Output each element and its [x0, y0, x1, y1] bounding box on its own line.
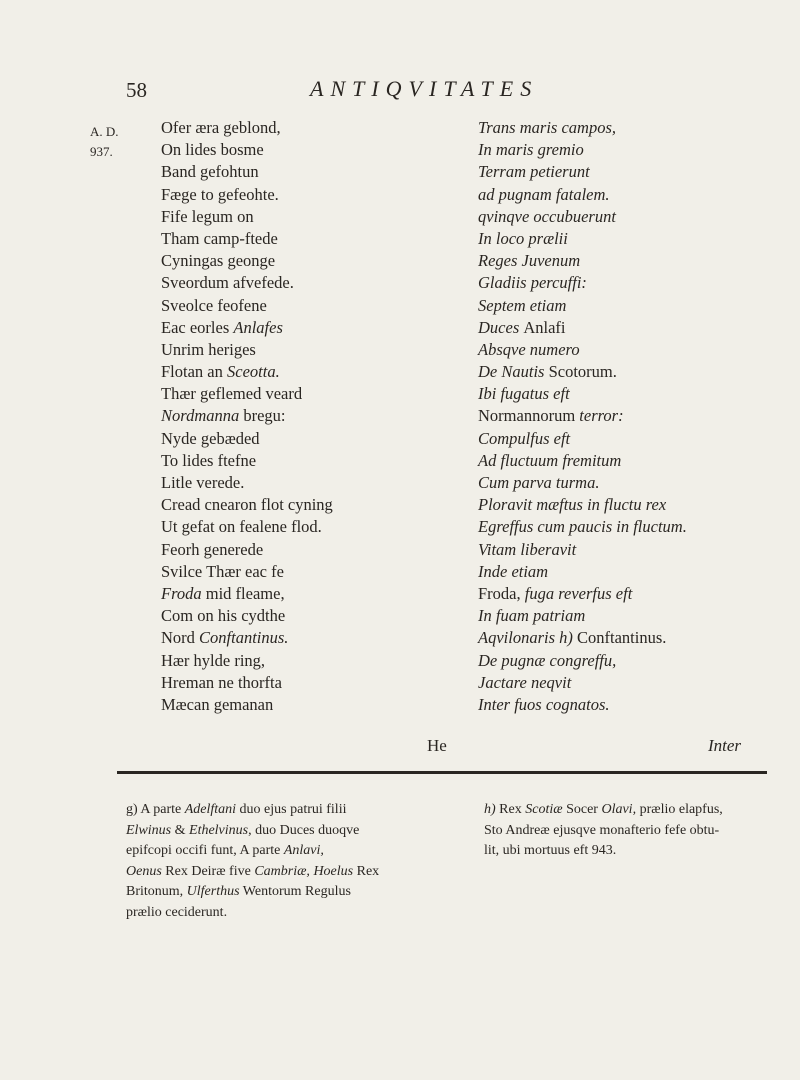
- page-number: 58: [126, 78, 147, 102]
- verse-line: [161, 672, 461, 694]
- text-run: Cum parva turma.: [478, 473, 600, 492]
- translation-line: [478, 694, 778, 716]
- text-run: Normannorum: [478, 406, 576, 426]
- text-run: prælio elapfus,: [636, 802, 723, 817]
- translation-line: [478, 250, 778, 272]
- verse-line: [161, 561, 461, 583]
- translation-line: [478, 361, 778, 383]
- verse-line: [161, 583, 461, 605]
- text-run: Olavi,: [601, 802, 637, 817]
- text-run: Sto Andreæ ejusqve monafterio fefe obtu-: [484, 822, 720, 838]
- verse-line: [161, 605, 461, 627]
- footnote-line: [126, 821, 466, 842]
- text-run: Cread cnearon flot cyning: [161, 495, 333, 515]
- text-run: Fife legum on: [161, 206, 254, 226]
- verse-line: [161, 317, 461, 339]
- verse-line: [161, 206, 461, 228]
- text-run: Sveolce feofene: [161, 295, 267, 315]
- text-run: Vitam liberavit: [478, 539, 577, 559]
- text-run: De pugnæ congreffu,: [478, 650, 617, 670]
- verse-line: [161, 161, 461, 183]
- text-run: To lides ftefne: [161, 450, 257, 470]
- text-run: Ibi fugatus eft: [478, 384, 570, 404]
- text-run: De Nautis: [478, 362, 549, 382]
- text-run: Thær geflemed veard: [161, 384, 303, 404]
- text-run: Egreffus cum paucis in fluctum.: [478, 517, 687, 537]
- text-run: Inde etiam: [478, 561, 549, 581]
- text-run: g) A parte: [126, 802, 185, 817]
- text-run: Ofer æra geblond,: [161, 118, 281, 137]
- text-run: Inter fuos cognatos.: [478, 694, 610, 714]
- text-run: Nyde gebæded: [161, 428, 260, 448]
- footnote-line: [126, 882, 466, 903]
- catchword-left: He: [427, 736, 447, 755]
- translation-line: [478, 161, 778, 183]
- translation-line: [478, 672, 778, 694]
- text-run: Ulferthus: [186, 884, 240, 899]
- verse-line: [161, 627, 461, 649]
- verse-line: [161, 694, 461, 716]
- footnote-line: [126, 800, 466, 821]
- text-run: Nord: [161, 628, 200, 648]
- text-run: In maris gremio: [478, 140, 584, 160]
- text-run: Unrim heriges: [161, 339, 256, 359]
- translation-line: [478, 272, 778, 294]
- catchword-right: Inter: [708, 736, 742, 755]
- text-run: Compulfus eft: [478, 428, 571, 448]
- translation-line: [478, 295, 778, 317]
- translation-line: [478, 561, 778, 583]
- text-run: Ploravit mæftus in fluctu rex: [478, 495, 667, 515]
- text-run: Oenus: [126, 863, 162, 879]
- text-run: Gladiis percuffi:: [478, 273, 587, 293]
- verse-line: [161, 184, 461, 206]
- verse-line: [161, 405, 461, 427]
- text-run: Svilce Thær eac fe: [161, 561, 284, 581]
- footnote-line: [126, 903, 466, 924]
- text-run: Fæge to gefeohte.: [161, 184, 279, 204]
- text-run: Litle verede.: [161, 473, 245, 492]
- translation-line: [478, 605, 778, 627]
- translation-line: [478, 450, 778, 472]
- text-run: Britonum,: [126, 884, 187, 899]
- text-run: Rex: [353, 863, 380, 879]
- verse-line: [161, 272, 461, 294]
- text-run: h): [484, 802, 500, 817]
- translation-line: [478, 650, 778, 672]
- text-run: Scotorum.: [548, 362, 617, 382]
- text-run: Mæcan gemanan: [161, 694, 274, 714]
- text-run: Trans maris campos,: [478, 118, 616, 137]
- latin-column: [478, 117, 778, 716]
- verse-line: [161, 228, 461, 250]
- verse-line: [161, 295, 461, 317]
- text-run: &: [171, 822, 190, 838]
- text-run: fuga reverfus eft: [520, 583, 633, 603]
- verse-line: [161, 339, 461, 361]
- text-run: Jactare neqvit: [478, 672, 572, 692]
- text-run: Cyningas geonge: [161, 251, 276, 271]
- text-run: Hær hylde ring,: [161, 650, 266, 670]
- text-run: ad pugnam fatalem.: [478, 184, 610, 204]
- verse-line: [161, 494, 461, 516]
- text-run: Septem etiam: [478, 295, 567, 315]
- text-run: Froda: [161, 583, 202, 603]
- footnote-g: [126, 800, 466, 923]
- verse-line: [161, 361, 461, 383]
- text-run: Ut gefat on fealene flod.: [161, 517, 322, 537]
- verse-line: [161, 450, 461, 472]
- translation-line: [478, 339, 778, 361]
- translation-line: [478, 405, 778, 427]
- text-run: Ad fluctuum fremitum: [478, 450, 622, 470]
- text-run: Adelftani: [184, 802, 237, 817]
- footnote-h: [484, 800, 774, 862]
- text-run: Rex Deiræ five: [161, 863, 255, 879]
- translation-line: [478, 428, 778, 450]
- text-run: Band gefohtun: [161, 162, 259, 182]
- text-run: Conftantinus.: [199, 628, 289, 648]
- footnote-line: [126, 862, 466, 883]
- text-run: bregu:: [239, 406, 286, 426]
- text-run: mid fleame,: [201, 583, 285, 603]
- text-run: prælio ceciderunt.: [126, 904, 228, 920]
- text-run: Nordmanna: [161, 406, 240, 426]
- translation-line: [478, 539, 778, 561]
- text-run: Sceotta.: [227, 362, 280, 382]
- text-run: In loco prælii: [478, 228, 568, 248]
- translation-line: [478, 516, 778, 538]
- verse-line: [161, 472, 461, 494]
- verse-line: [161, 383, 461, 405]
- text-run: Scotiæ: [525, 802, 563, 817]
- translation-line: [478, 206, 778, 228]
- text-run: Absqve numero: [478, 339, 580, 359]
- text-run: Conftantinus.: [577, 628, 667, 648]
- text-run: Flotan an: [161, 362, 227, 382]
- text-run: Reges Juvenum: [478, 251, 581, 271]
- translation-line: [478, 627, 778, 649]
- verse-line: [161, 428, 461, 450]
- footnote-rule: [117, 771, 767, 774]
- text-run: Rex: [499, 802, 526, 817]
- text-run: Socer: [562, 802, 602, 817]
- translation-line: [478, 383, 778, 405]
- text-run: Anlafi: [523, 317, 566, 337]
- verse-line: [161, 539, 461, 561]
- text-run: duo ejus patrui filii: [236, 802, 347, 817]
- text-run: terror:: [575, 406, 624, 426]
- margin-year: 937.: [90, 144, 113, 159]
- text-run: epifcopi occifi funt, A parte: [126, 843, 284, 858]
- text-run: lit, ubi mortuus eft 943.: [484, 843, 617, 858]
- verse-line: [161, 117, 461, 139]
- text-run: On lides bosme: [161, 140, 264, 160]
- text-run: Aqvilonaris h): [478, 628, 577, 648]
- translation-line: [478, 317, 778, 339]
- footnote-line: [484, 841, 774, 862]
- text-run: Elwinus: [126, 822, 172, 838]
- footnote-line: [484, 821, 774, 842]
- text-run: Anlavi,: [283, 843, 324, 858]
- verse-line: [161, 650, 461, 672]
- margin-date: [90, 122, 119, 162]
- text-run: Duces: [478, 317, 524, 337]
- translation-line: [478, 117, 778, 139]
- text-run: Sveordum afvefede.: [161, 273, 294, 293]
- text-run: Terram petierunt: [478, 162, 590, 182]
- translation-line: [478, 139, 778, 161]
- text-run: Anlafes: [233, 317, 283, 337]
- text-run: Com on his cydthe: [161, 606, 286, 626]
- running-header: ANTIQVITATES: [310, 76, 539, 101]
- translation-line: [478, 472, 778, 494]
- footnote-line: [126, 841, 466, 862]
- translation-line: [478, 228, 778, 250]
- text-run: qvinqve occubuerunt: [478, 206, 616, 226]
- text-run: Eac eorles: [161, 317, 234, 337]
- text-run: Hreman ne thorfta: [161, 672, 282, 692]
- text-run: Feorh generede: [161, 539, 264, 559]
- text-run: Froda,: [478, 583, 521, 603]
- old-english-column: [161, 117, 461, 716]
- footnote-line: [484, 800, 774, 821]
- verse-line: [161, 516, 461, 538]
- text-run: Wentorum Regulus: [239, 884, 351, 899]
- translation-line: [478, 184, 778, 206]
- verse-line: [161, 250, 461, 272]
- text-run: Hoelus: [313, 863, 354, 879]
- text-run: In fuam patriam: [478, 606, 586, 626]
- translation-line: [478, 494, 778, 516]
- text-run: Tham camp-ftede: [161, 228, 278, 248]
- text-run: Cambriæ,: [254, 863, 310, 879]
- margin-anno: A. D.: [90, 124, 119, 139]
- text-run: Ethelvinus: [189, 822, 249, 838]
- text-run: , duo Duces duoqve: [248, 822, 360, 838]
- verse-line: [161, 139, 461, 161]
- translation-line: [478, 583, 778, 605]
